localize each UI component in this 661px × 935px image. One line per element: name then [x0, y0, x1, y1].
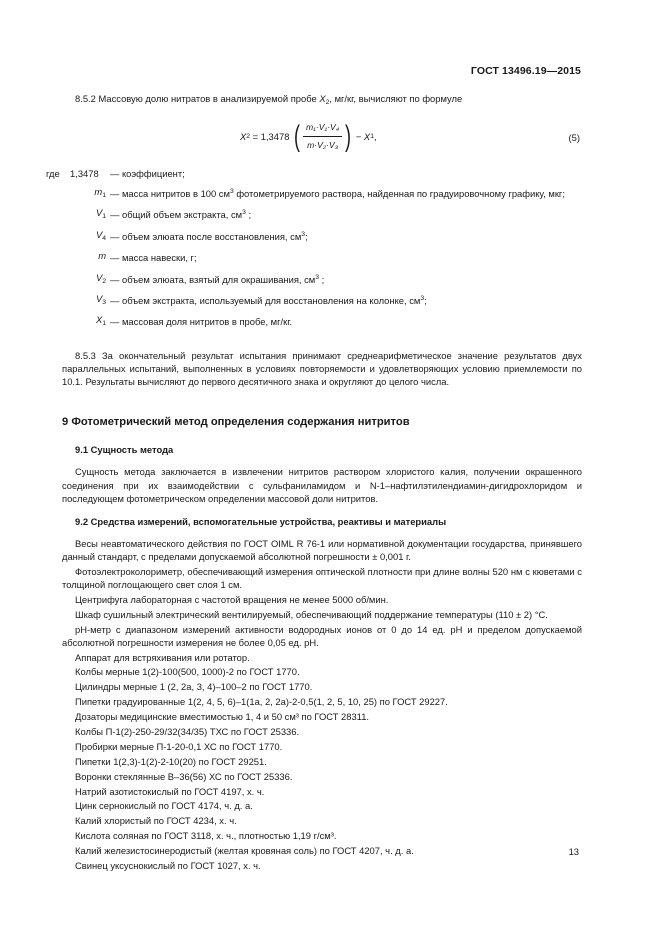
definition-symbol: [46, 313, 110, 330]
materials-item: Фотоэлектроколориметр, обеспечивающий измерения оптической плотности при длине волны 520 нм с кюветами с толщиной поглощающего свет слоя 1 см.: [62, 565, 582, 590]
definition-row: [46, 313, 582, 330]
coefficient-symbol: 1,3478: [70, 168, 99, 180]
materials-item: Центрифуга лабораторная с частотой вращения не менее 5000 об/мин.: [75, 593, 389, 605]
symbol-letter: m: [94, 185, 103, 197]
formula-number: (5): [568, 132, 580, 144]
formula-lhs-var: X: [240, 131, 247, 143]
page-number: 13: [568, 846, 579, 857]
symbol-letter: V: [95, 293, 103, 304]
definition-sup: 3: [229, 187, 234, 195]
where-definitions: [46, 167, 582, 330]
definition-row: [46, 185, 582, 202]
materials-item: Цилиндры мерные 1 (2, 2а, 3, 4)–100–2 по ГОСТ 1770.: [75, 681, 313, 693]
materials-item: Свинец уксуснокислый по ГОСТ 1027, х. ч.: [75, 860, 261, 872]
definition-row: [46, 228, 582, 245]
standard-code-header: ГОСТ 13496.19—2015: [470, 65, 581, 77]
paragraph-8-5-2: [62, 92, 582, 109]
definition-sup: 3: [420, 295, 425, 302]
definition-text: [110, 249, 582, 266]
definition-sup: 3: [315, 273, 320, 281]
formula-minus: −: [353, 131, 364, 143]
definition-row: [46, 249, 582, 266]
materials-item: Калий хлористый по ГОСТ 4234, х. ч.: [75, 815, 237, 827]
definition-text-a: — общий объем экстракта, см: [110, 209, 243, 221]
definition-row: [46, 167, 582, 180]
definition-symbol: [46, 206, 110, 223]
formula-denominator: m·V₂·V₃: [307, 140, 339, 151]
definition-row: [46, 271, 582, 288]
coefficient-text: — коэффициент;: [110, 168, 185, 180]
intro-sub: 2: [325, 99, 330, 106]
formula-coefficient: = 1,3478: [250, 131, 293, 143]
definition-text: [110, 292, 582, 309]
formula-row: [62, 117, 582, 161]
materials-item: Цинк сернокислый по ГОСТ 4174, ч. д. а.: [75, 800, 253, 812]
symbol-sub: 1: [102, 191, 106, 199]
page-content: [46, 92, 582, 874]
section-9-1-text: Сущность метода заключается в извлечении нитритов раствором хлористого калия, получении окрашенного соединения при их взаимодействии с сульфаниламидом и N-1–нафтилэтилендиамин-дигидрохлоридом и последующем фотометрическом определении массовой доли нитритов.: [62, 466, 582, 504]
intro-var: X: [319, 93, 326, 104]
materials-item: Колбы мерные 1(2)-100(500, 1000)-2 по ГОСТ 1770.: [75, 666, 300, 678]
symbol-sub: 2: [102, 277, 106, 285]
definition-text-a: — объем элюата, взятый для окрашивания, см: [110, 273, 316, 285]
paragraph-8-5-3: 8.5.3 За окончательный результат испытания принимают среднеарифметическое значение результатов двух параллельных испытаний, выполненных в условиях повторяемости и удовлетворяющих условию приемлемости по 10.1. Результаты вычисляют до первого десятичного знака и округляют до целого числа.: [62, 349, 582, 388]
formula-lhs-sub: 2: [246, 133, 251, 141]
materials-item: Пипетки градуированные 1(2, 4, 5, 6)–1(1а, 2, 2а)-2-0,5(1, 2, 5, 10, 25) по ГОСТ 29227.: [75, 696, 448, 708]
materials-item: pH-метр с диапазоном измерений активности водородных ионов от 0 до 14 ед. pH и пределом допускаемой абсолютной погрешности измерения не более 0,05 ед. pH.: [62, 623, 582, 648]
section-9-1-title: 9.1 Сущность метода: [75, 444, 174, 456]
definition-sup: 3: [301, 230, 306, 238]
definition-text-b: ;: [245, 209, 252, 221]
intro-text-a: 8.5.2 Массовую долю нитратов в анализируемой пробе: [75, 93, 320, 104]
materials-item: Воронки стеклянные В–36(56) ХС по ГОСТ 25336.: [75, 770, 293, 782]
materials-item: Пипетки 1(2,3)-1(2)-2-10(20) по ГОСТ 29251.: [75, 755, 267, 767]
section-9-title: 9 Фотометрический метод определения содержания нитритов: [62, 416, 410, 429]
left-paren: (: [294, 119, 301, 153]
symbol-letter: X: [95, 314, 103, 326]
formula-tail-var: X: [363, 131, 371, 143]
definition-text-a: — объем экстракта, используемый для восстановления на колонке, см: [110, 295, 421, 306]
definition-text-a: — массовая доля нитритов в пробе, мг/кг.: [110, 316, 293, 328]
materials-item: Весы неавтоматического действия по ГОСТ OIML R 76-1 или нормативной документации государства, принявшего данный стандарт, с пределами допускаемой абсолютной погрешности ± 0,001 г.: [62, 537, 582, 562]
materials-list: [62, 537, 582, 872]
materials-item: Шкаф сушильный электрический вентилируемый, обеспечивающий поддержание температуры (110 ± 2) °С.: [75, 608, 548, 620]
materials-item: Дозаторы медицинские вместимостью 1, 4 и 50 см³ по ГОСТ 28311.: [75, 711, 370, 723]
formula-numerator: m₁·V₁·V₄: [303, 121, 342, 137]
definition-text: [110, 206, 582, 223]
section-9-2-title: 9.2 Средства измерений, вспомогательные устройства, реактивы и материалы: [75, 515, 447, 527]
where-prefix: где: [46, 168, 60, 180]
symbol-sub: 4: [102, 234, 106, 242]
definition-text-b: ;: [424, 295, 427, 306]
definition-text: [110, 185, 582, 202]
materials-item: Колбы П-1(2)-250-29/32(34/35) ТХС по ГОСТ 25336.: [75, 726, 300, 737]
definition-symbol: [46, 271, 110, 288]
symbol-letter: V: [95, 228, 103, 240]
formula-tail-sub: 1: [370, 133, 374, 141]
definition-row: [46, 292, 582, 309]
definition-text-b: фотометрируемого раствора, найденная по градуировочному графику, мкг;: [233, 187, 565, 199]
formula-tail-comma: ,: [373, 131, 377, 143]
definition-text-a: — масса навески, г;: [110, 252, 197, 264]
definition-symbol: [46, 249, 110, 266]
definition-text-a: — масса нитритов в 100 см: [110, 187, 230, 199]
materials-item: Калий железистосинеродистый (желтая кровяная соль) по ГОСТ 4207, ч. д. а.: [75, 845, 414, 857]
symbol-letter: V: [95, 207, 103, 219]
definition-symbol: [46, 228, 110, 245]
symbol-sub: 1: [102, 320, 106, 328]
symbol-letter: m: [98, 250, 106, 262]
definition-text-b: ;: [319, 273, 325, 285]
formula-fraction: [303, 121, 342, 152]
definition-text-b: ;: [305, 230, 308, 242]
definition-row: [46, 206, 582, 223]
definition-list: [62, 185, 582, 331]
materials-item: Натрий азотистокислый по ГОСТ 4197, х. ч.: [75, 785, 265, 797]
symbol-sub: 1: [102, 213, 106, 221]
materials-item: Пробирки мерные П-1-20-0,1 ХС по ГОСТ 1770.: [75, 740, 283, 752]
formula-5: [240, 121, 377, 152]
definition-text-a: — объем элюата после восстановления, см: [110, 230, 302, 242]
materials-item: Аппарат для встряхивания или ротатор.: [75, 651, 250, 663]
intro-text-b: , мг/кг, вычисляют по формуле: [329, 93, 463, 104]
definition-text: [110, 228, 582, 245]
definition-sup: 3: [242, 209, 246, 217]
definition-text: [110, 313, 582, 330]
definition-symbol: [46, 185, 110, 202]
right-paren: ): [345, 119, 352, 153]
definition-symbol: [46, 292, 110, 309]
materials-item: Кислота соляная по ГОСТ 3118, х. ч., плотностью 1,19 г/см³.: [75, 830, 337, 842]
symbol-letter: V: [95, 271, 103, 283]
definition-text: [110, 271, 582, 288]
symbol-sub: 3: [102, 299, 106, 306]
